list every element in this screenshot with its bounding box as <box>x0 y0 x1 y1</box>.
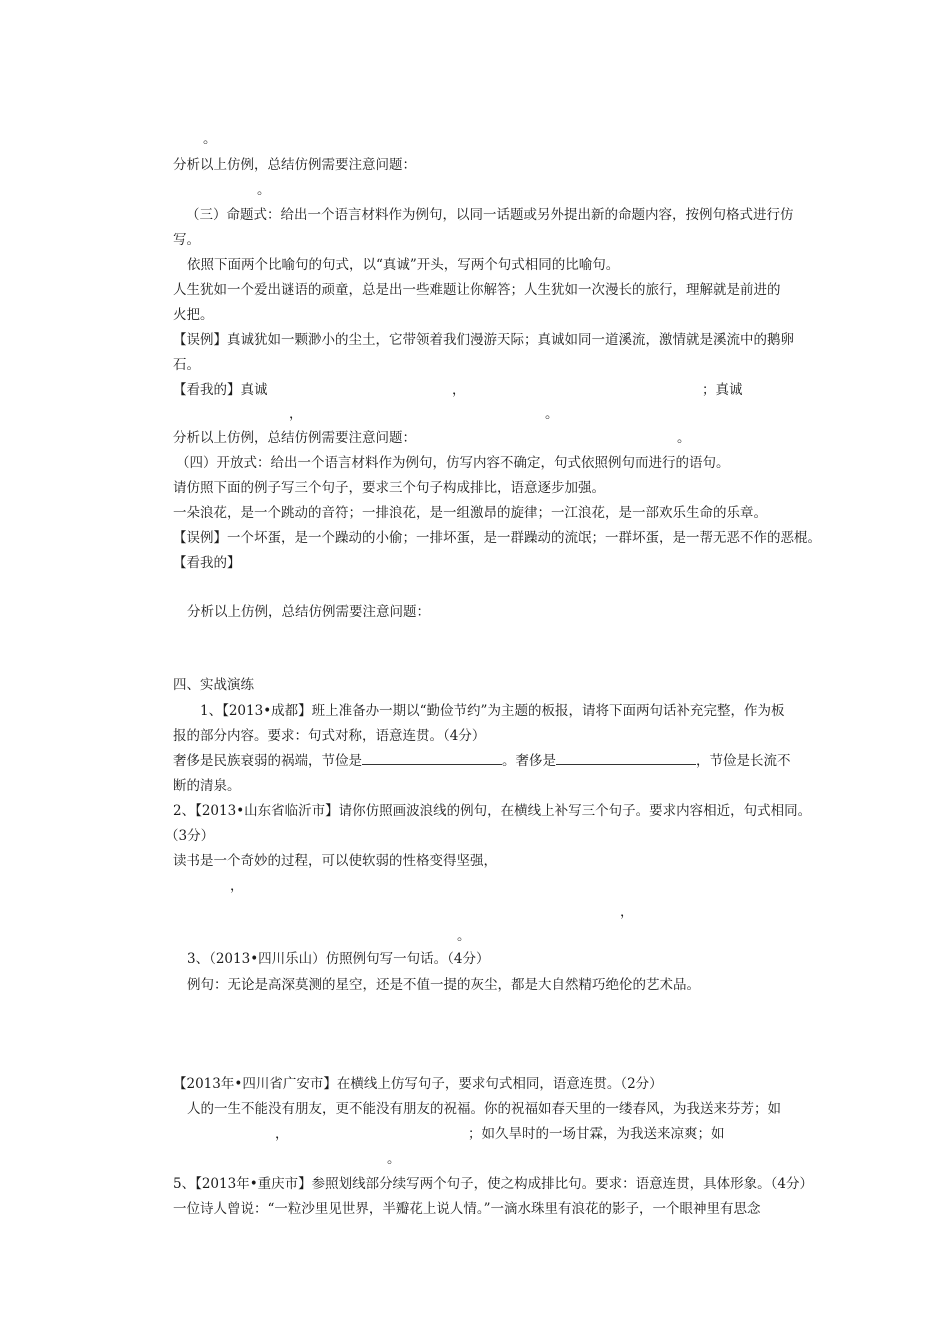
text-line: （三）命题式：给出一个语言材料作为例句，以同一话题或另外提出新的命题内容，按例句格式进行仿 <box>186 207 794 223</box>
text-line: ， <box>620 904 634 920</box>
text-line: 2、【2013•山东省临沂市】请你仿照画波浪线的例句，在横线上补写三个句子。要求内容相近，句式相同。 <box>173 803 812 819</box>
text-line: ， <box>230 878 244 894</box>
text-line: （3分） <box>165 828 215 844</box>
text-line: 读书是一个奇妙的过程，可以使软弱的性格变得坚强， <box>173 853 497 869</box>
text-line: 一位诗人曾说：“一粒沙里见世界，半瓣花上说人情。”一滴水珠里有浪花的影子，一个眼神里有思念 <box>173 1201 761 1217</box>
text-line: ；如久旱时的一场甘霖，为我送来凉爽；如 <box>468 1126 725 1142</box>
text-line: 。 <box>457 928 471 944</box>
text-line: 【2013年•四川省广安市】在横线上仿写句子，要求句式相同，语意连贯。（2分） <box>173 1076 663 1092</box>
text-segment: 奢侈是民族衰弱的祸端，节俭是 <box>173 753 362 769</box>
text-line: ， <box>275 1126 289 1142</box>
text-line: 依照下面两个比喻句的句式，以“真诚”开头，写两个句式相同的比喻句。 <box>187 257 620 273</box>
text-line: 3、（2013•四川乐山）仿照例句写一句话。（4分） <box>187 951 490 967</box>
text-line: ；真诚 <box>702 382 743 398</box>
answer-blank[interactable] <box>556 752 696 765</box>
text-line: 断的清泉。 <box>173 778 241 794</box>
text-line: 石。 <box>173 357 200 373</box>
text-line <box>173 752 791 770</box>
text-line: 火把。 <box>173 307 214 323</box>
text-line: 【看我的】 <box>173 555 241 571</box>
text-line: 分析以上仿例，总结仿例需要注意问题： <box>187 604 430 620</box>
text-line: 【看我的】真诚 <box>173 382 268 398</box>
text-line: 1、【2013•成都】班上准备办一期以“勤俭节约”为主题的板报，请将下面两句话补充完整，作为板 <box>200 703 785 719</box>
text-line: 一朵浪花，是一个跳动的音符；一排浪花，是一组激昂的旋律；一江浪花，是一部欢乐生命的乐章。 <box>173 505 767 521</box>
text-line: 。 <box>387 1151 401 1167</box>
text-segment: ，节俭是长流不 <box>696 753 791 769</box>
text-line: （四）开放式：给出一个语言材料作为例句，仿写内容不确定，句式依照例句而进行的语句。 <box>176 455 730 471</box>
text-line: 。 <box>545 406 559 422</box>
text-line: 。 <box>677 430 691 446</box>
section-heading: 四、实战演练 <box>173 677 254 693</box>
text-line: 写。 <box>173 232 200 248</box>
text-line: 报的部分内容。要求：句式对称，语意连贯。（4分） <box>173 728 486 744</box>
text-line: 5、【2013年•重庆市】参照划线部分续写两个句子，使之构成排比句。要求：语意连贯，具体形象。（4分） <box>173 1176 813 1192</box>
text-line: 例句：无论是高深莫测的星空，还是不值一提的灰尘，都是大自然精巧绝伦的艺术品。 <box>187 977 700 993</box>
text-line: 。 <box>257 182 271 198</box>
text-line: 【误例】一个坏蛋，是一个躁动的小偷；一排坏蛋，是一群躁动的流氓；一群坏蛋，是一帮无恶不作的恶棍。 <box>173 530 821 546</box>
text-line: 分析以上仿例，总结仿例需要注意问题： <box>173 157 416 173</box>
text-line: 人生犹如一个爱出谜语的顽童，总是出一些难题让你解答；人生犹如一次漫长的旅行，理解就是前进的 <box>173 282 781 298</box>
text-line: ， <box>452 382 466 398</box>
text-segment: 。奢侈是 <box>502 753 556 769</box>
text-line: ， <box>289 406 303 422</box>
text-line: 。 <box>203 131 217 147</box>
text-line: 【误例】真诚犹如一颗渺小的尘土，它带领着我们漫游天际；真诚如同一道溪流，激情就是溪流中的鹅卵 <box>173 332 794 348</box>
text-line: 请仿照下面的例子写三个句子，要求三个句子构成排比，语意逐步加强。 <box>173 480 605 496</box>
text-line: 人的一生不能没有朋友，更不能没有朋友的祝福。你的祝福如春天里的一缕春风，为我送来芬芳；如 <box>187 1101 781 1117</box>
answer-blank[interactable] <box>362 752 502 765</box>
text-line: 分析以上仿例，总结仿例需要注意问题： <box>173 430 416 446</box>
